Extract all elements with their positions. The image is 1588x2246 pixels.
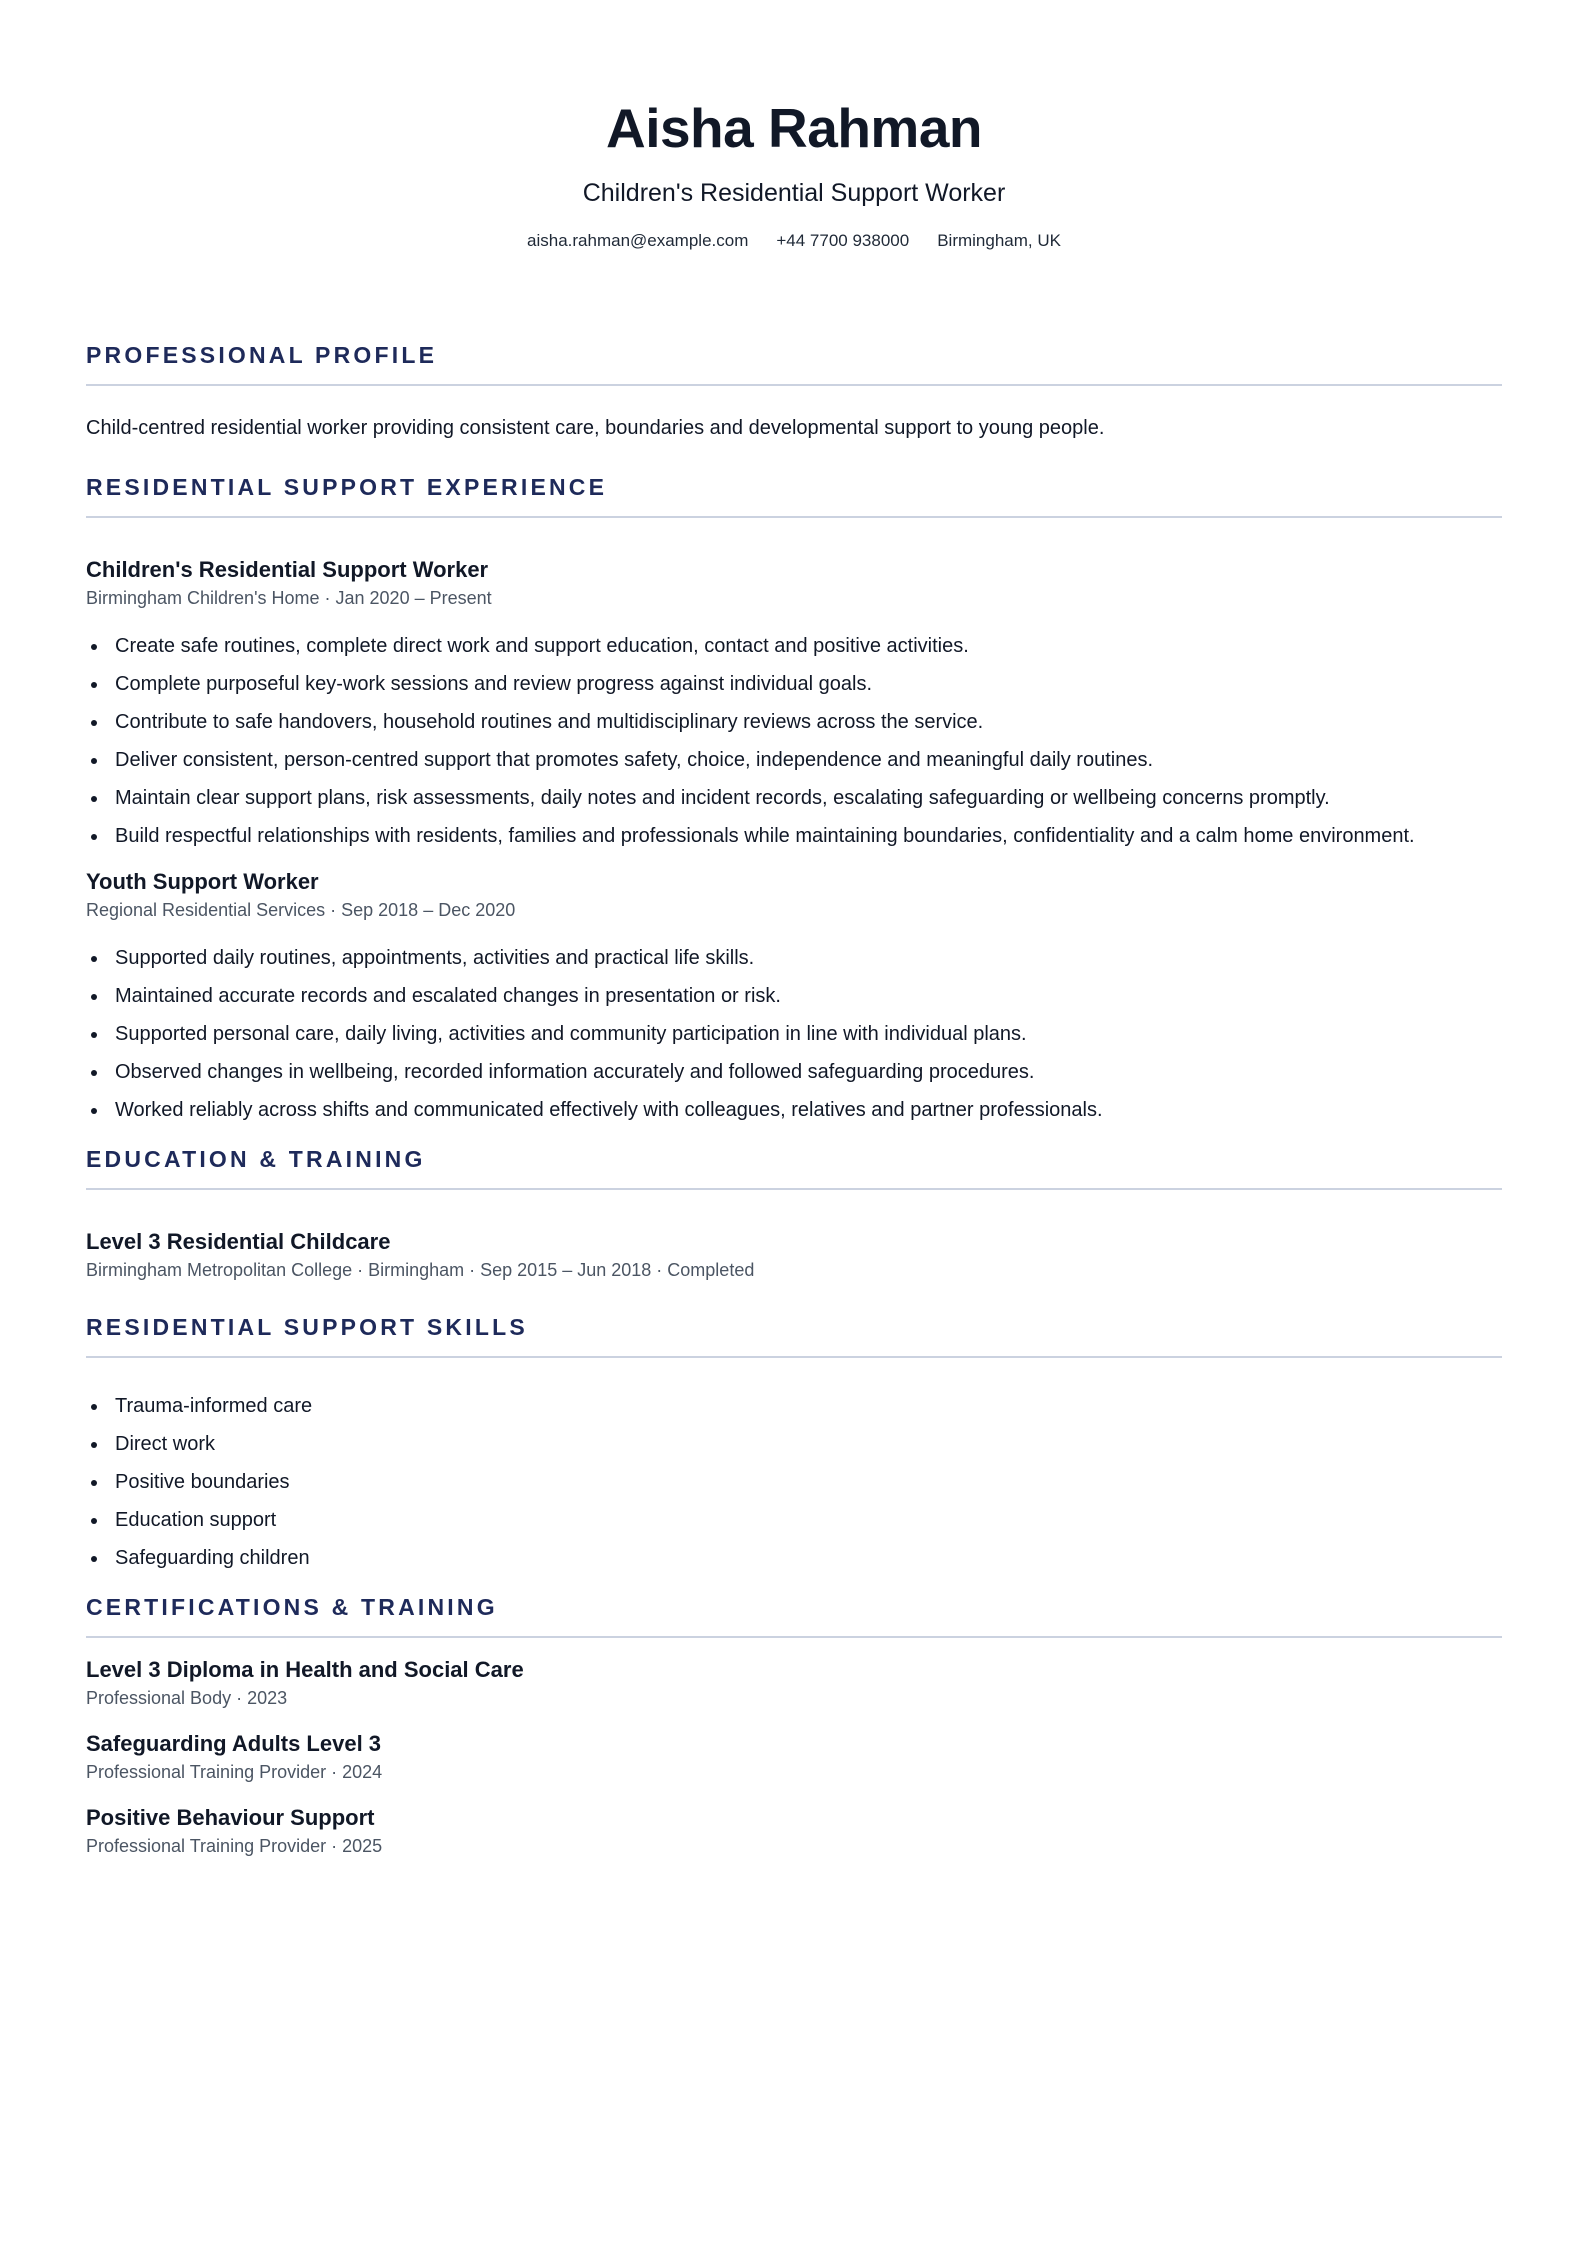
contact-phone: +44 7700 938000	[776, 231, 910, 250]
certification-meta: Professional Body · 2023	[86, 1688, 288, 1708]
list-item: Safeguarding children	[86, 1544, 1502, 1572]
list-item: Complete purposeful key-work sessions and review progress against individual goals.	[86, 670, 1502, 698]
list-item: Contribute to safe handovers, household routines and multidisciplinary reviews across the service.	[86, 708, 1502, 736]
certification-title: Positive Behaviour Support	[86, 1805, 375, 1830]
section-title-education: EDUCATION & TRAINING	[86, 1144, 1502, 1190]
list-item: Create safe routines, complete direct work and support education, contact and positive activities.	[86, 632, 1502, 660]
certification-entry	[86, 1656, 1502, 1710]
candidate-headline: Children's Residential Support Worker	[582, 179, 1006, 207]
skills-section	[86, 1312, 1502, 1572]
candidate-name: Aisha Rahman	[605, 97, 983, 159]
profile-section	[86, 340, 1502, 442]
list-item: Trauma-informed care	[86, 1392, 1502, 1420]
list-item: Maintain clear support plans, risk assessments, daily notes and incident records, escalating safeguarding or wellbeing concerns promptly.	[86, 784, 1502, 812]
contact-location: Birmingham, UK	[937, 231, 1061, 250]
resume-header	[86, 0, 1502, 252]
section-title-experience: RESIDENTIAL SUPPORT EXPERIENCE	[86, 472, 1502, 518]
job-bullets	[86, 944, 1502, 1124]
section-title-skills: RESIDENTIAL SUPPORT SKILLS	[86, 1312, 1502, 1358]
education-title: Level 3 Residential Childcare	[86, 1229, 391, 1254]
list-item: Worked reliably across shifts and communicated effectively with colleagues, relatives and partner professionals.	[86, 1096, 1502, 1124]
job-entry	[86, 868, 1502, 1124]
section-title-profile: PROFESSIONAL PROFILE	[86, 340, 1502, 386]
list-item: Supported daily routines, appointments, activities and practical life skills.	[86, 944, 1502, 972]
certifications-section	[86, 1592, 1502, 1858]
list-item: Positive boundaries	[86, 1468, 1502, 1496]
list-item: Direct work	[86, 1430, 1502, 1458]
education-entry	[86, 1228, 1502, 1282]
list-item: Deliver consistent, person-centred support that promotes safety, choice, independence and meaningful daily routines.	[86, 746, 1502, 774]
job-bullets	[86, 632, 1502, 850]
experience-section	[86, 472, 1502, 1124]
profile-summary: Child-centred residential worker providing consistent care, boundaries and developmental support to young people.	[86, 417, 1105, 439]
list-item: Observed changes in wellbeing, recorded information accurately and followed safeguarding procedures.	[86, 1058, 1502, 1086]
list-item: Build respectful relationships with residents, families and professionals while maintaining boundaries, confidentiality and a calm home environment.	[86, 822, 1502, 850]
education-section	[86, 1144, 1502, 1282]
job-title: Children's Residential Support Worker	[86, 557, 489, 582]
job-meta: Birmingham Children's Home · Jan 2020 – Present	[86, 588, 492, 608]
certification-entry	[86, 1804, 1502, 1858]
certification-meta: Professional Training Provider · 2025	[86, 1836, 383, 1856]
certification-entry	[86, 1730, 1502, 1784]
list-item: Education support	[86, 1506, 1502, 1534]
section-title-certifications: CERTIFICATIONS & TRAINING	[86, 1592, 1502, 1638]
education-meta: Birmingham Metropolitan College · Birmingham · Sep 2015 – Jun 2018 · Completed	[86, 1260, 755, 1280]
contact-line	[86, 230, 1502, 252]
job-title: Youth Support Worker	[86, 869, 319, 894]
list-item: Supported personal care, daily living, activities and community participation in line with individual plans.	[86, 1020, 1502, 1048]
certification-title: Level 3 Diploma in Health and Social Care	[86, 1657, 524, 1682]
job-entry	[86, 556, 1502, 850]
job-meta: Regional Residential Services · Sep 2018 – Dec 2020	[86, 900, 516, 920]
certification-meta: Professional Training Provider · 2024	[86, 1762, 383, 1782]
skills-list	[86, 1392, 1502, 1572]
certification-title: Safeguarding Adults Level 3	[86, 1731, 382, 1756]
contact-email: aisha.rahman@example.com	[527, 231, 749, 250]
list-item: Maintained accurate records and escalated changes in presentation or risk.	[86, 982, 1502, 1010]
